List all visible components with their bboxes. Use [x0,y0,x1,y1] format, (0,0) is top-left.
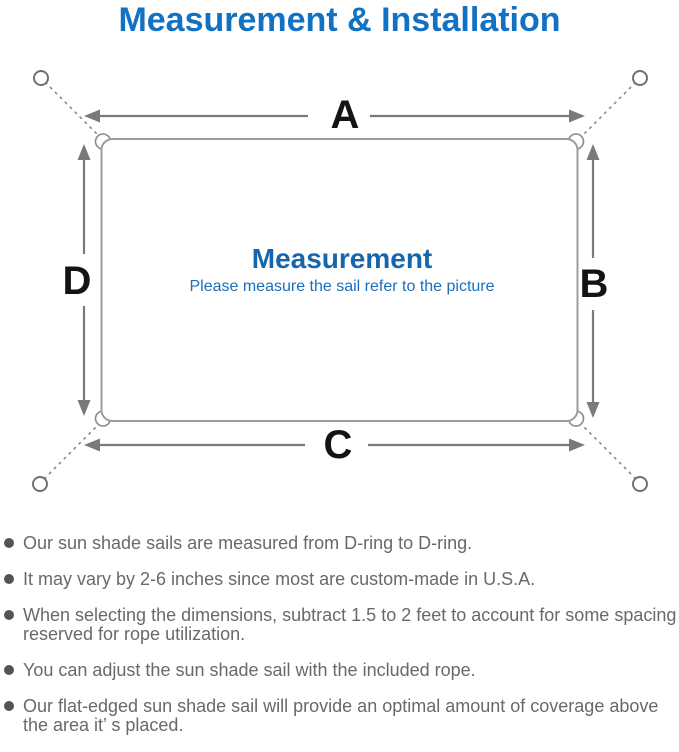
anchor-ring-top-left [34,71,48,85]
page-title: Measurement & Installation [118,1,561,39]
note-item [0,697,679,735]
note-text: You can adjust the sun shade sail with the included rope. [23,660,476,680]
bullet-icon [4,538,14,548]
rope-line-bottom-left [44,425,98,479]
bullet-icon [4,574,14,584]
note-item [0,534,679,553]
note-item [0,570,679,589]
dim-label-d: D [62,259,92,303]
rope-line-bottom-right [582,425,636,479]
notes-list [0,534,679,752]
anchor-ring-bottom-right [633,477,647,491]
note-text: It may vary by 2-6 inches since most are custom-made in U.S.A. [23,569,536,589]
note-text: Our flat-edged sun shade sail will provide an optimal amount of coverage above the area it’ s placed. [23,696,659,735]
rope-line-top-right [582,82,636,136]
note-item [0,661,679,680]
anchor-ring-top-right [633,71,647,85]
anchor-ring-bottom-left [33,477,47,491]
note-item [0,606,679,644]
note-text: Our sun shade sails are measured from D-ring to D-ring. [23,533,473,553]
rope-line-top-left [45,82,98,135]
bullet-icon [4,701,14,711]
dim-label-b: B [579,262,609,306]
dim-label-c: C [323,423,353,467]
bullet-icon [4,665,14,675]
bullet-icon [4,610,14,620]
diagram-center-subtitle: Please measure the sail refer to the picture [189,278,495,295]
note-text: When selecting the dimensions, subtract 1.5 to 2 feet to account for some spacing reserved for rope utilization. [23,605,677,644]
dim-label-a: A [330,93,360,137]
diagram-center-title: Measurement [251,243,433,274]
